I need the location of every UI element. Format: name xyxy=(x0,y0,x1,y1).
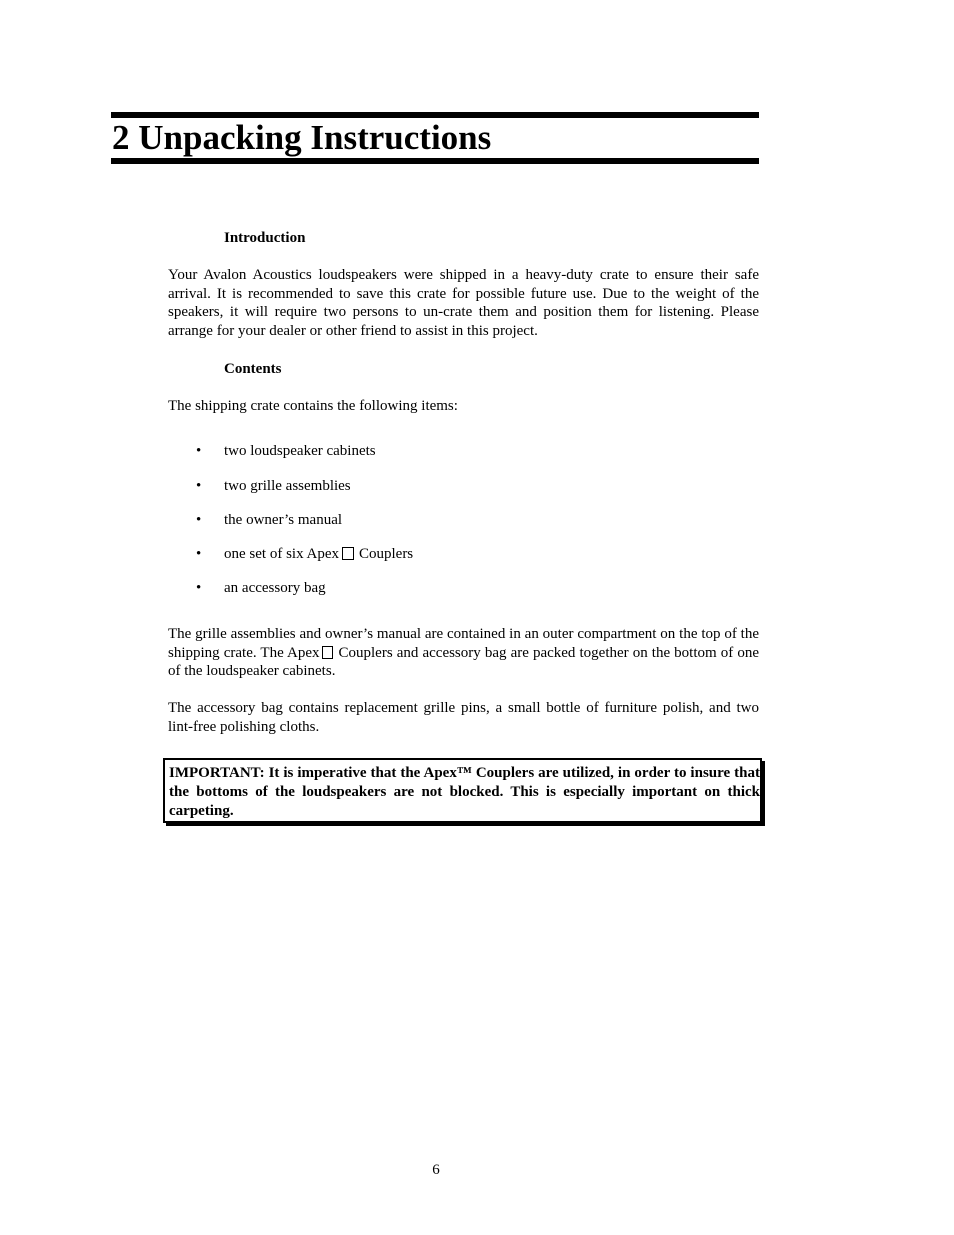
list-item xyxy=(0,545,600,564)
bullet-marker: • xyxy=(196,478,202,494)
bullet-marker: • xyxy=(196,512,202,528)
contents-heading: Contents xyxy=(224,361,282,377)
missing-trademark-glyph-icon xyxy=(342,547,354,560)
list-item xyxy=(0,442,600,461)
introduction-heading: Introduction xyxy=(224,230,306,246)
list-item-text: two loudspeaker cabinets xyxy=(224,443,376,459)
grille-paragraph xyxy=(168,625,759,681)
bullet-marker: • xyxy=(196,580,202,596)
bullet-marker: • xyxy=(196,443,202,459)
chapter-title: 2 Unpacking Instructions xyxy=(112,118,492,157)
list-item-text: two grille assemblies xyxy=(224,478,351,494)
list-item-text-suffix: Couplers xyxy=(358,546,414,562)
contents-lead-paragraph: The shipping crate contains the following items: xyxy=(168,398,458,414)
grille-paragraph-part2: Couplers and accessory bag are packed together on the bottom of one of the loudspeaker cabinets. xyxy=(168,644,759,680)
page-number: 6 xyxy=(432,1162,440,1178)
list-item xyxy=(0,477,600,496)
grille-paragraph-part1: The grille assemblies and owner’s manual are contained in an outer compartment on the top of the shipping crate. The Apex xyxy=(168,626,759,661)
missing-trademark-glyph-icon xyxy=(322,646,333,659)
important-notice-box xyxy=(163,758,762,823)
important-notice-text: IMPORTANT: It is imperative that the Apex™ Couplers are utilized, in order to insure that the bottoms of the loudspeakers are not blocked. This is especially important on thick carpeting. xyxy=(169,765,760,819)
list-item xyxy=(0,511,600,530)
list-item-text-wrapper xyxy=(224,545,413,564)
list-item-text: the owner’s manual xyxy=(224,512,343,528)
accessory-paragraph: The accessory bag contains replacement grille pins, a small bottle of furniture polish, and two lint-free polishing cloths. xyxy=(168,700,759,735)
list-item-text: one set of six Apex xyxy=(224,546,339,562)
list-item xyxy=(0,579,600,598)
introduction-paragraph: Your Avalon Acoustics loudspeakers were shipped in a heavy-duty crate to ensure their safe arrival. It is recommended to save this crate for possible future use. Due to the weight of the speakers, it will require two persons to un-crate them and position them for listening. Please arrange for your dealer or other friend to assist in this project. xyxy=(168,267,759,340)
list-item-text: an accessory bag xyxy=(224,580,326,596)
bullet-marker: • xyxy=(196,546,202,562)
chapter-header xyxy=(111,112,759,164)
